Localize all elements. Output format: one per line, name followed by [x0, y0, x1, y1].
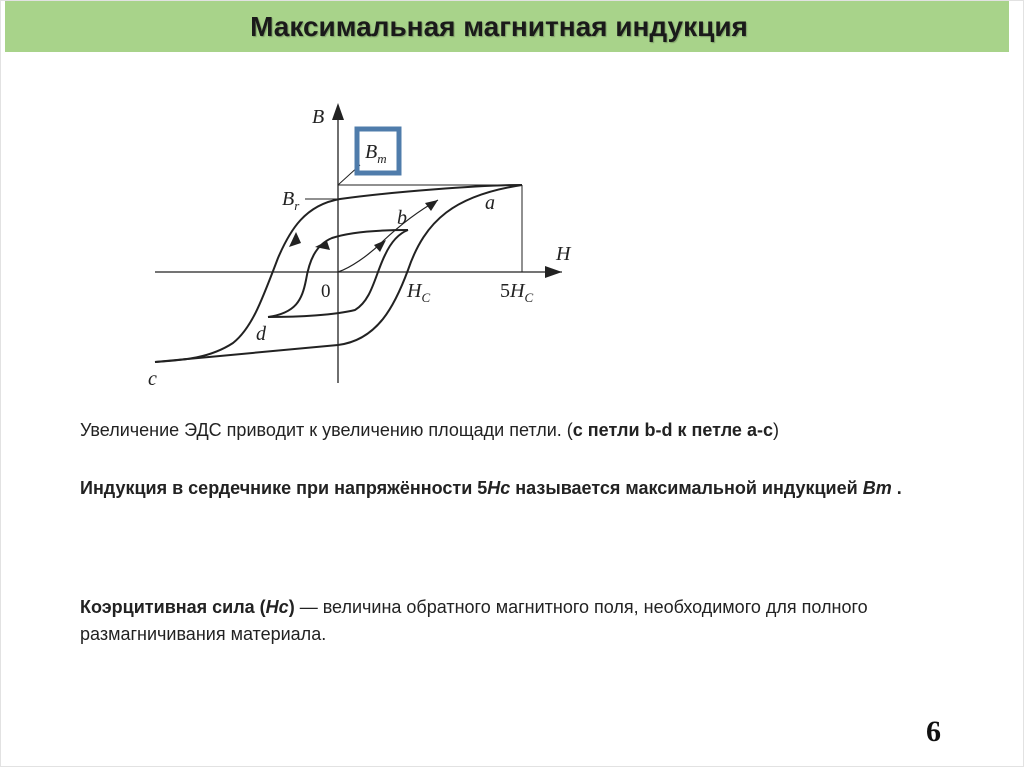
initial-curve [338, 200, 438, 272]
initial-curve-arrow-upper [425, 200, 438, 211]
paragraph-loop-area: Увеличение ЭДС приводит к увеличению площади петли. (с петли b-d к петле a-c) [80, 420, 779, 440]
paragraph-coercive-force: Коэрцитивная сила (Hc) — величина обратного магнитного поля, необходимого для полного размагничивания материала. [80, 597, 868, 644]
axis-y-label: B [312, 106, 325, 128]
point-d-label: d [256, 323, 266, 345]
y-axis-arrow [332, 103, 344, 120]
point-b-label: b [397, 207, 407, 229]
point-c-label: c [148, 368, 157, 390]
bm-label: $B_m$ [365, 141, 387, 166]
axis-x-label: H [556, 243, 571, 265]
x-axis-arrow [545, 266, 562, 278]
slide-title: Максимальная магнитная индукция [250, 11, 748, 42]
paragraph-max-induction: Индукция в сердечнике при напряжённости 5Hc называется максимальной индукцией Bm . [80, 478, 902, 498]
hc-label: $H_C$ [407, 280, 431, 305]
origin-label: 0 [321, 281, 331, 302]
initial-curve-arrow-lower [374, 240, 386, 252]
br-label: $B_r$ [282, 188, 300, 213]
five-hc-label: $5H_C$ [500, 280, 534, 305]
page-number: 6 [926, 715, 941, 748]
point-a-label: a [485, 192, 495, 214]
